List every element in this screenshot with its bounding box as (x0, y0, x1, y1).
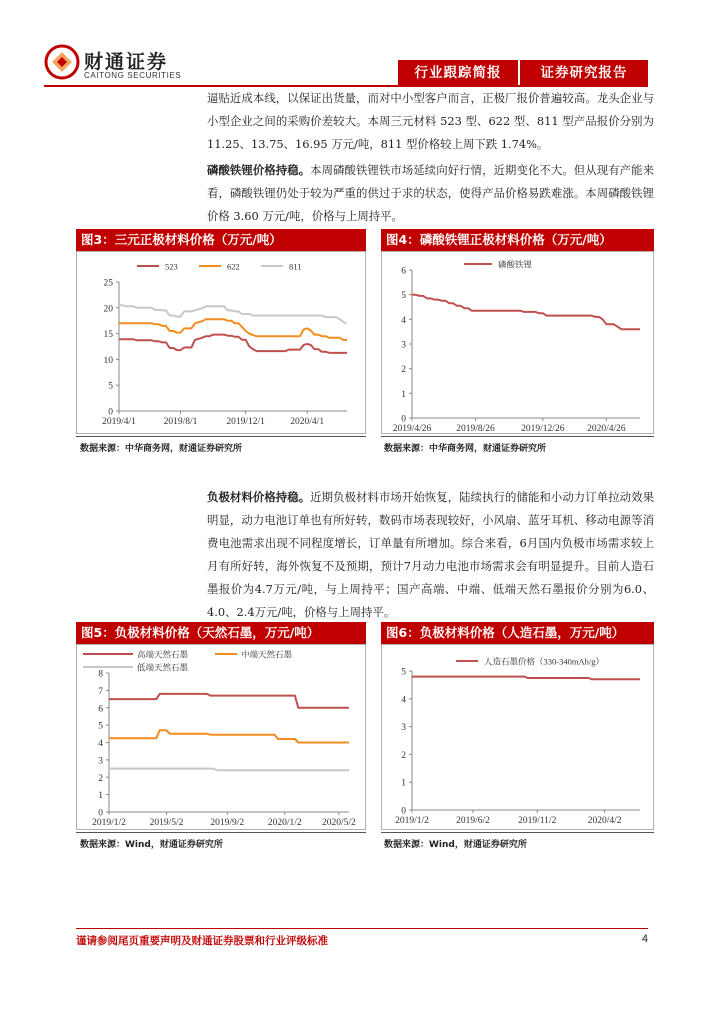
fig6-x-tick-label: 2019/11/2 (518, 816, 557, 826)
fig3-series-line-2 (119, 305, 347, 323)
fig3-x-tick-label: 2020/4/1 (290, 417, 325, 427)
fig5-y-tick-label: 1 (98, 791, 103, 802)
fig3-legend-label-1: 622 (227, 261, 240, 272)
fig3-y-tick-label: 25 (103, 278, 113, 289)
fig6-x-tick-label: 2020/4/2 (587, 816, 622, 826)
fig4-x-tick-label: 2019/4/26 (392, 424, 432, 433)
fig3-legend-label-2: 811 (289, 261, 302, 272)
figure-4-source: 数据来源：中华商务网，财通证券研究所 (384, 444, 547, 454)
figure-6-chart (381, 644, 654, 830)
figure-5-chart (76, 644, 366, 830)
footer-divider (76, 928, 648, 929)
fig3-series-line-0 (119, 335, 347, 353)
figure-4-chart (381, 251, 654, 434)
logo-name: 财通证券 (84, 51, 169, 73)
fig6-y-tick-label: 2 (401, 750, 406, 761)
figure-6-source-divider (381, 832, 654, 833)
fig5-series-line-1 (109, 730, 349, 742)
fig4-x-tick-label: 2020/4/26 (587, 424, 626, 433)
fig6-x-tick-label: 2019/1/2 (395, 816, 429, 826)
fig6-y-tick-label: 3 (401, 723, 406, 734)
fig4-y-tick-label: 2 (401, 365, 406, 376)
figure-5-plot (77, 645, 365, 829)
figure-4-plot (382, 252, 653, 433)
fig5-y-tick-label: 7 (98, 686, 103, 697)
figure-5-title: 图5：负极材料价格（天然石墨，万元/吨） (76, 622, 366, 644)
fig5-x-tick-label: 2019/9/2 (210, 818, 245, 828)
fig5-y-tick-label: 6 (98, 704, 103, 715)
figure-3-chart (76, 251, 366, 434)
paragraph-lfp-prices (207, 159, 654, 228)
figure-4-source-divider (381, 436, 654, 437)
paragraph-lfp-body: 本周磷酸铁锂铁市场延续向好行情，近期变化不大。但从现有产能来看，磷酸铁锂仍处于较为严重的供过于求的状态，使得产品价格易跌难涨。本周磷酸铁锂价格 3.60 万元/吨，价格与上周持平。 (207, 163, 654, 223)
page-number: 4 (641, 933, 648, 945)
fig5-y-tick-label: 3 (98, 756, 103, 767)
header-tabs (398, 60, 648, 86)
fig3-y-tick-label: 5 (108, 381, 113, 392)
figure-4-title: 图4：磷酸铁锂正极材料价格（万元/吨） (381, 229, 654, 251)
fig5-legend-label-0: 高端天然石墨 (137, 649, 189, 660)
figure-5-source: 数据来源：Wind，财通证券研究所 (80, 840, 223, 850)
figure-3-source-divider (76, 436, 366, 437)
footer-disclaimer: 谨请参阅尾页重要声明及财通证券股票和行业评级标准 (76, 935, 328, 947)
figure-5-source-divider (76, 832, 366, 833)
fig5-x-tick-label: 2020/1/2 (267, 818, 302, 828)
fig5-x-tick-label: 2019/5/2 (149, 818, 184, 828)
figure-3-title: 图3：三元正极材料价格（万元/吨） (76, 229, 366, 251)
fig4-legend-label-0: 磷酸铁锂 (498, 259, 533, 270)
fig4-y-tick-label: 5 (401, 291, 406, 302)
fig3-y-tick-label: 10 (103, 355, 113, 366)
figure-6-title: 图6：负极材料价格（人造石墨，万元/吨） (381, 622, 654, 644)
logo-emblem-icon (44, 44, 80, 80)
paragraph-anode-body: 近期负极材料市场开始恢复，陆续执行的储能和小动力订单拉动效果明显，动力电池订单也有所好转，数码市场表现较好，小风扇、蓝牙耳机、移动电源等消费电池需求出现不同程度增长，订单量有所增加。综合来看，6月国内负极市场需求较上月有所好转，海外恢复不及预期，预计7月动力电池市场需求会有明显提升。目前人造石墨报价为4.7万元/吨，与上周持平；国产高端、中端、低端天然石墨报价分别为6.0、4.0、2.4万元/吨，价格与上周持平。 (207, 490, 654, 619)
fig3-x-tick-label: 2019/4/1 (102, 417, 136, 427)
paragraph-anode-lead: 负极材料价格持稳。 (207, 490, 311, 504)
fig4-x-tick-label: 2019/12/26 (521, 424, 565, 433)
figure-6-plot (382, 645, 653, 829)
fig5-y-tick-label: 8 (98, 669, 103, 680)
fig5-y-tick-label: 4 (98, 739, 103, 749)
fig5-legend-label-1: 中端天然石墨 (241, 649, 293, 660)
fig3-x-tick-label: 2019/12/1 (226, 417, 265, 427)
logo-english-name: CAITONG SECURITIES (84, 71, 182, 80)
fig4-y-tick-label: 4 (401, 315, 406, 326)
paragraph-lfp-lead: 磷酸铁锂价格持稳。 (207, 163, 311, 177)
company-logo (44, 44, 194, 84)
header-tab-report-category: 证券研究报告 (520, 60, 648, 86)
fig4-y-tick-label: 0 (401, 414, 406, 425)
fig6-series-line-0 (412, 677, 640, 680)
fig6-y-tick-label: 1 (401, 778, 406, 789)
fig3-legend-label-0: 523 (165, 261, 178, 272)
fig4-y-tick-label: 6 (401, 266, 406, 277)
fig6-y-tick-label: 4 (401, 695, 406, 706)
fig6-legend-label-0: 人造石墨价格（330-340mAh/g） (484, 656, 604, 667)
figure-3-plot (77, 252, 365, 433)
fig3-x-tick-label: 2019/8/1 (163, 417, 198, 427)
paragraph-anode-prices (207, 486, 654, 624)
fig5-legend-label-2: 低端天然石墨 (137, 662, 189, 673)
fig4-y-tick-label: 1 (401, 389, 406, 400)
fig4-y-tick-label: 3 (401, 340, 406, 351)
fig5-series-line-2 (109, 769, 349, 771)
fig3-y-tick-label: 0 (108, 407, 113, 418)
fig3-y-tick-label: 15 (103, 330, 113, 341)
figure-6-source: 数据来源：Wind，财通证券研究所 (384, 840, 527, 850)
fig4-series-line-0 (412, 295, 640, 330)
fig6-y-tick-label: 0 (401, 806, 406, 817)
fig5-series-line-0 (109, 694, 349, 708)
fig5-y-tick-label: 0 (98, 808, 103, 819)
fig6-y-tick-label: 5 (401, 667, 406, 678)
fig5-y-tick-label: 2 (98, 773, 103, 784)
fig6-x-tick-label: 2019/6/2 (456, 816, 490, 826)
fig5-x-tick-label: 2020/5/2 (321, 818, 356, 828)
figure-3-source: 数据来源：中华商务网，财通证券研究所 (80, 444, 243, 454)
fig5-x-tick-label: 2019/1/2 (92, 818, 126, 828)
paragraph-ternary-prices: 逼贴近成本线，以保证出货量，而对中小型客户而言，正极厂报价普遍较高。龙头企业与小型企业之间的采购价差较大。本周三元材料 523 型、622 型、811 型产品报价分别为 11.25、13.75、16.95 万元/吨，811 型价格较上周下跌 1.74%。 (207, 91, 654, 151)
fig4-x-tick-label: 2019/8/26 (456, 424, 495, 433)
fig3-y-tick-label: 20 (103, 304, 113, 315)
header-tab-report-type: 行业跟踪简报 (398, 60, 518, 86)
fig5-y-tick-label: 5 (98, 721, 103, 732)
